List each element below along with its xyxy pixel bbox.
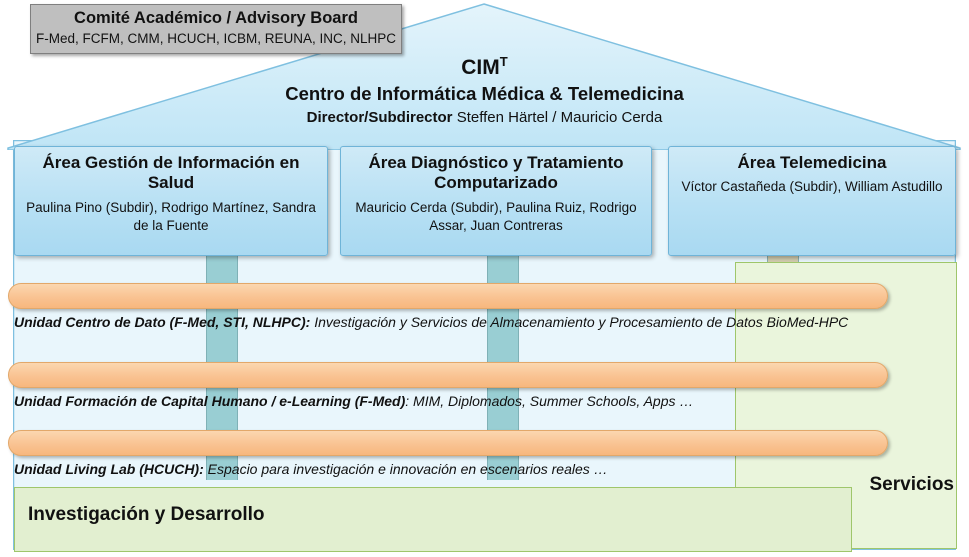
area-box-telemedicina[interactable] — [668, 146, 956, 256]
unit-bar-formacion-capital-humano[interactable] — [8, 362, 888, 388]
unit-bar-centro-de-dato[interactable] — [8, 283, 888, 309]
area-title: Área Telemedicina — [737, 153, 887, 172]
unit-name: Unidad Formación de Capital Humano / e-Learning (F-Med) — [14, 393, 406, 409]
unit-description: Investigación y Servicios de Almacenamiento y Procesamiento de Datos BioMed-HPC — [310, 314, 849, 330]
area-people: Víctor Castañeda (Subdir), William Astudillo — [681, 179, 943, 195]
unit-description: Espacio para investigación e innovación en escenarios reales … — [203, 461, 608, 477]
advisory-board-members: F-Med, FCFM, CMM, HCUCH, ICBM, REUNA, INC, NLHPC — [35, 30, 396, 46]
advisory-board-box — [30, 4, 402, 54]
unit-caption-formacion-capital-humano — [14, 393, 693, 409]
unit-name: Unidad Centro de Dato (F-Med, STI, NLHPC): — [14, 314, 311, 330]
research-development-label: Investigación y Desarrollo — [28, 504, 265, 525]
area-title: Área Gestión de Información en Salud — [42, 153, 300, 193]
services-panel-label: Servicios — [869, 474, 954, 495]
advisory-board-title: Comité Académico / Advisory Board — [74, 9, 358, 27]
center-acronym — [0, 55, 969, 80]
center-acronym-text: CIM — [461, 56, 500, 79]
unit-description: : MIM, Diplomados, Summer Schools, Apps … — [405, 393, 694, 409]
center-director-line — [0, 108, 969, 128]
center-header — [0, 55, 969, 128]
unit-caption-living-lab — [14, 461, 608, 477]
director-label: Director/Subdirector — [306, 109, 453, 127]
unit-bar-living-lab[interactable] — [8, 430, 888, 456]
center-acronym-superscript: T — [499, 54, 508, 69]
unit-name: Unidad Living Lab (HCUCH): — [14, 461, 204, 477]
area-box-gestion-informacion-salud[interactable] — [14, 146, 328, 256]
center-full-name: Centro de Informática Médica & Telemedicina — [285, 83, 684, 105]
area-people: Mauricio Cerda (Subdir), Paulina Ruiz, Rodrigo Assar, Juan Contreras — [355, 199, 637, 233]
area-box-diagnostico-tratamiento[interactable] — [340, 146, 652, 256]
area-title: Área Diagnóstico y Tratamiento Computarizado — [368, 153, 624, 193]
area-people: Paulina Pino (Subdir), Rodrigo Martínez, Sandra de la Fuente — [26, 199, 316, 233]
director-names: Steffen Härtel / Mauricio Cerda — [456, 109, 663, 127]
unit-caption-centro-de-dato — [14, 314, 848, 330]
